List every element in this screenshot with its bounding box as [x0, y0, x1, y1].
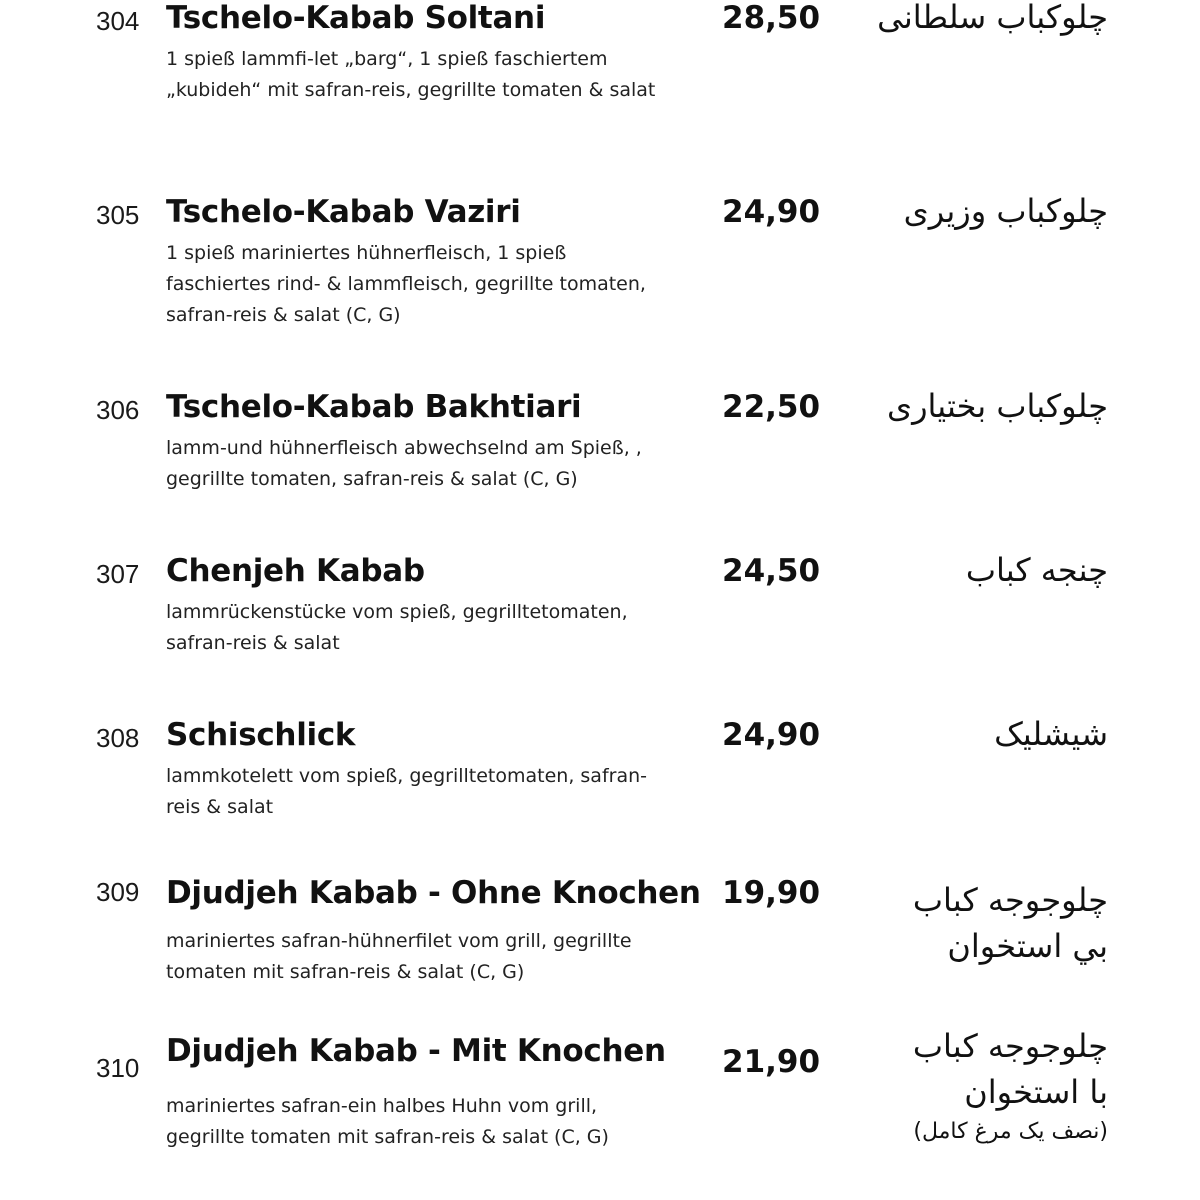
persian-name-line: چنجه کباب: [965, 551, 1108, 589]
description-line: 1 spieß mariniertes hühnerfleisch, 1 spieß: [166, 242, 567, 264]
item-price: 22,50: [722, 389, 821, 425]
description-line: safran-reis & salat (C, G): [166, 304, 401, 326]
item-price: 19,90: [722, 875, 821, 911]
description-line: lammrückenstücke vom spieß, gegrilltetomaten,: [166, 601, 628, 623]
item-persian-name: [966, 547, 1108, 593]
item-persian-name: [913, 1023, 1108, 1149]
item-name: Tschelo-Kabab Soltani: [166, 0, 546, 36]
item-price: 24,50: [722, 553, 821, 589]
item-number: 305: [96, 200, 140, 230]
item-number: 306: [96, 395, 140, 425]
item-description: [166, 597, 726, 659]
item-name: Djudjeh Kabab - Mit Knochen: [166, 1033, 666, 1069]
item-name: Djudjeh Kabab - Ohne Knochen: [166, 875, 701, 911]
item-number: 304: [96, 6, 140, 36]
item-persian-name: [913, 877, 1108, 969]
description-line: gegrillte tomaten, safran-reis & salat (C, G): [166, 468, 578, 490]
description-line: faschiertes rind- & lammfleisch, gegrillte tomaten,: [166, 273, 646, 295]
item-price: 24,90: [722, 717, 821, 753]
description-line: 1 spieß lammfi-let „barg“, 1 spieß faschiertem: [166, 48, 608, 70]
item-price: 28,50: [722, 0, 821, 36]
item-description: [166, 1091, 726, 1153]
persian-name-line: چلوجوجه کباب: [912, 1027, 1108, 1065]
item-description: [166, 44, 726, 106]
item-description: [166, 238, 726, 331]
description-line: safran-reis & salat: [166, 632, 340, 654]
description-line: reis & salat: [166, 796, 274, 818]
persian-name-line: چلوکباب وزیری: [903, 192, 1108, 230]
persian-name-note: (نصف یک مرغ کامل): [913, 1119, 1108, 1144]
item-name: Tschelo-Kabab Bakhtiari: [166, 389, 582, 425]
item-price: 24,90: [722, 194, 821, 230]
persian-name-line: بي استخوان: [947, 927, 1108, 965]
item-number: 309: [96, 877, 140, 907]
item-name: Tschelo-Kabab Vaziri: [166, 194, 521, 230]
persian-name-line: شیشلیک: [994, 715, 1108, 753]
description-line: „kubideh“ mit safran-reis, gegrillte tomaten & salat: [166, 79, 656, 101]
persian-name-line: چلوکباب بختیاری: [887, 387, 1108, 425]
description-line: lammkotelett vom spieß, gegrilltetomaten, safran-: [166, 765, 647, 787]
persian-name-line: چلوجوجه کباب: [912, 881, 1108, 919]
item-persian-name: [877, 0, 1108, 40]
description-line: lamm-und hühnerfleisch abwechselnd am Spieß, ,: [166, 437, 642, 459]
item-name: Chenjeh Kabab: [166, 553, 425, 589]
description-line: tomaten mit safran-reis & salat (C, G): [166, 961, 525, 983]
item-persian-name: [994, 711, 1108, 757]
persian-name-line: چلوکباب سلطانی: [877, 0, 1108, 36]
item-number: 310: [96, 1053, 140, 1083]
item-number: 307: [96, 559, 140, 589]
item-description: [166, 926, 726, 988]
item-persian-name: [887, 383, 1108, 429]
item-price: 21,90: [722, 1044, 821, 1080]
item-persian-name: [904, 188, 1108, 234]
description-line: mariniertes safran-ein halbes Huhn vom grill,: [166, 1095, 598, 1117]
item-number: 308: [96, 723, 140, 753]
item-description: [166, 433, 726, 495]
item-name: Schischlick: [166, 717, 356, 753]
persian-name-line: با استخوان: [964, 1073, 1108, 1111]
description-line: mariniertes safran-hühnerfilet vom grill, gegrillte: [166, 930, 632, 952]
item-description: [166, 761, 726, 823]
description-line: gegrillte tomaten mit safran-reis & salat (C, G): [166, 1126, 609, 1148]
